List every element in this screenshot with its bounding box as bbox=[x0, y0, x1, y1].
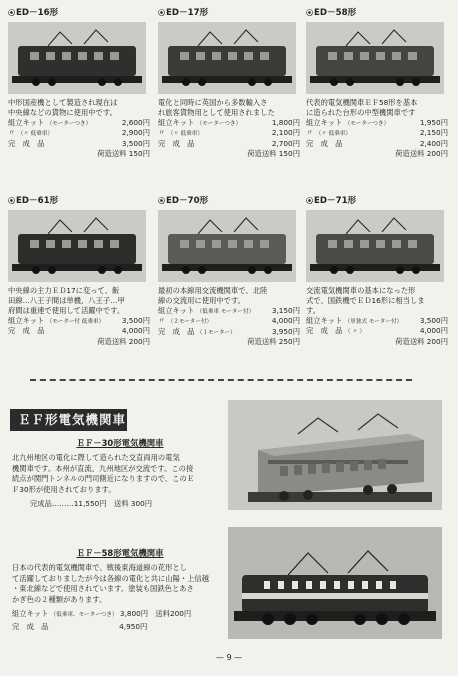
price-value: 2,100円 bbox=[271, 128, 300, 138]
price-label: 〃 bbox=[158, 128, 166, 138]
price-row-label bbox=[8, 326, 106, 337]
price-row-label bbox=[306, 326, 404, 337]
ef30-description-line: 北九州地区の電化に際して造られた交直両用の電気 bbox=[12, 453, 180, 463]
loco-description bbox=[306, 98, 448, 118]
price-label: 組立キット bbox=[8, 315, 45, 325]
loco-title-text: ED－61形 bbox=[16, 196, 59, 206]
price-row bbox=[8, 316, 150, 327]
price-label: 組立キット bbox=[8, 117, 45, 127]
ef58-block bbox=[12, 547, 228, 633]
ef30-title: ＥＦ－30形電気機関車 bbox=[76, 438, 164, 448]
ef30-photo bbox=[228, 400, 442, 510]
loco-card-ed71 bbox=[306, 196, 448, 346]
ef58-photo bbox=[228, 527, 442, 639]
loco-description-line: に造られた台形の中型機関車です bbox=[306, 107, 416, 117]
price-row-label bbox=[306, 118, 404, 129]
loco-description bbox=[8, 98, 150, 118]
loco-description-line: 府間は重連で使用して活躍中です。 bbox=[8, 305, 125, 315]
ef58-complete-label: 完 成 品 bbox=[12, 622, 49, 632]
ef30-block bbox=[12, 437, 228, 509]
loco-photo bbox=[306, 210, 444, 282]
loco-description-line: 田線…八王子間は単機、八王子…甲 bbox=[8, 295, 125, 305]
price-row-label bbox=[158, 118, 256, 129]
page-number: — 9 — bbox=[215, 653, 243, 662]
price-row bbox=[8, 128, 150, 139]
loco-photo bbox=[8, 210, 146, 282]
loco-title-text: ED－17形 bbox=[166, 8, 209, 18]
price-row bbox=[158, 118, 300, 129]
loco-title bbox=[158, 196, 300, 208]
price-value: 2,700円 bbox=[271, 138, 300, 148]
price-label: 〃 bbox=[158, 316, 166, 326]
ef30-description-line: 機関車です。本州が直流、九州地区が交流です。この接 bbox=[12, 463, 194, 473]
bullet-icon: ⦿ bbox=[306, 9, 313, 17]
price-label: 組立キット bbox=[306, 117, 343, 127]
ef58-complete-value: 4,950円 bbox=[119, 622, 148, 632]
price-value: 3,150円 bbox=[271, 305, 300, 315]
price-label: 完 成 品 bbox=[8, 138, 45, 148]
bullet-icon: ⦿ bbox=[158, 9, 165, 17]
loco-photo bbox=[306, 22, 444, 94]
price-note: （〃 低乗車） bbox=[167, 131, 203, 138]
bullet-icon: ⦿ bbox=[8, 197, 15, 205]
loco-description-line: 式で、国鉄機でＥＤ16形に相当しま bbox=[306, 295, 425, 305]
loco-description-line: 電化と同時に英国から多数輸入さ bbox=[158, 98, 268, 107]
ef58-kit-price bbox=[12, 609, 228, 620]
price-label: 完 成 品 bbox=[306, 138, 343, 148]
price-label: 〃 bbox=[8, 128, 16, 138]
loco-description-line: す。 bbox=[306, 305, 321, 315]
loco-description-line: 最初の本線用交流機関車で、北陸 bbox=[158, 286, 268, 295]
price-note: （モーターつき） bbox=[46, 120, 92, 127]
shipping-fee: 荷造送料 200円 bbox=[395, 149, 448, 159]
price-value: 2,150円 bbox=[419, 128, 448, 138]
price-row bbox=[306, 139, 448, 150]
price-row bbox=[158, 316, 300, 327]
price-row-label bbox=[158, 139, 256, 150]
ef58-description-line: て活躍しておりましたが今は各線の電化と共に山陽・上信越 bbox=[12, 573, 210, 583]
price-label: 〃 bbox=[306, 128, 314, 138]
ef58-complete-price bbox=[12, 622, 228, 633]
loco-title-text: ED－71形 bbox=[314, 196, 357, 206]
ef58-kit-value: 3,800円 送料200円 bbox=[119, 608, 192, 618]
loco-title bbox=[306, 196, 448, 208]
price-row bbox=[306, 316, 448, 327]
loco-description-line: 代表的電気機関車ＥＦ58形を基本 bbox=[306, 98, 418, 107]
bullet-icon: ⦿ bbox=[158, 197, 165, 205]
loco-photo bbox=[158, 210, 296, 282]
price-row-label bbox=[158, 128, 256, 139]
ef30-description-line: 続点が関門トンネルの門司側近になりますので、このＥ bbox=[12, 474, 195, 484]
loco-title bbox=[306, 8, 448, 20]
price-row bbox=[158, 306, 300, 317]
price-value: 1,950円 bbox=[419, 117, 448, 127]
price-note: （単独式 モーター付） bbox=[344, 318, 403, 325]
loco-title-text: ED－58形 bbox=[314, 8, 357, 18]
price-value: 3,500円 bbox=[121, 138, 150, 148]
loco-card-ed16 bbox=[8, 8, 150, 159]
price-label: 完 成 品 bbox=[8, 326, 45, 336]
price-note: （〃 低乗車） bbox=[17, 131, 53, 138]
ef30-price: 完成品………11,550円 送料 300円 bbox=[30, 498, 153, 508]
price-row bbox=[158, 128, 300, 139]
price-row-label bbox=[158, 327, 256, 338]
loco-description bbox=[306, 286, 448, 316]
price-value: 2,600円 bbox=[121, 117, 150, 127]
shipping-fee: 荷造送料 150円 bbox=[247, 149, 300, 159]
loco-card-ed58 bbox=[306, 8, 448, 159]
price-row bbox=[306, 118, 448, 129]
price-row bbox=[8, 118, 150, 129]
price-row-label bbox=[8, 128, 106, 139]
price-row bbox=[8, 326, 150, 337]
price-value: 1,800円 bbox=[271, 117, 300, 127]
section-title: ＥＦ形電気機関車 bbox=[10, 409, 127, 431]
loco-description bbox=[158, 286, 300, 306]
price-value: 2,900円 bbox=[121, 128, 150, 138]
price-value: 2,400円 bbox=[419, 138, 448, 148]
price-value: 4,000円 bbox=[121, 326, 150, 336]
price-row bbox=[306, 326, 448, 337]
loco-card-ed17 bbox=[158, 8, 300, 159]
price-value: 3,500円 bbox=[121, 315, 150, 325]
ef58-description-line: 日本の代表的電気機関車で、戦後東海道線の花形とし bbox=[12, 563, 187, 573]
loco-description-line: 線の交流用に使用中です。 bbox=[158, 295, 245, 305]
dotted-divider bbox=[30, 379, 412, 381]
price-row-label bbox=[8, 118, 106, 129]
ef30-description-line: Ｆ30形が使用されております。 bbox=[12, 484, 116, 494]
shipping-fee: 荷造送料 200円 bbox=[97, 336, 150, 346]
price-row-label bbox=[8, 316, 106, 327]
loco-description-line: 交流電気機関車の基本になった形 bbox=[306, 286, 416, 295]
price-row-label bbox=[8, 139, 106, 150]
ef58-description-line: ・東北線などで使用されています。塗装も国鉄色とあさ bbox=[12, 584, 194, 594]
price-row bbox=[158, 327, 300, 338]
price-label: 組立キット bbox=[158, 117, 195, 127]
loco-photo bbox=[158, 22, 296, 94]
ef58-description-line: かぎ色の２種類があります。 bbox=[12, 594, 107, 604]
loco-title bbox=[8, 196, 150, 208]
shipping-fee: 荷造送料 200円 bbox=[395, 336, 448, 346]
price-row-label bbox=[306, 316, 404, 327]
price-label: 完 成 品 bbox=[306, 326, 343, 336]
price-value: 3,950円 bbox=[271, 326, 300, 336]
price-note: （モーターつき） bbox=[344, 120, 390, 127]
loco-title-text: ED－70形 bbox=[166, 196, 209, 206]
price-label: 組立キット bbox=[158, 305, 195, 315]
price-row-label bbox=[306, 139, 404, 150]
price-note: （〃 低乗車） bbox=[315, 131, 351, 138]
price-note: （低乗車 モーター付） bbox=[196, 308, 255, 315]
price-note: （２モーター付） bbox=[167, 319, 213, 326]
price-row-label bbox=[158, 306, 256, 317]
loco-description bbox=[8, 286, 150, 316]
price-row bbox=[8, 139, 150, 150]
loco-card-ed70 bbox=[158, 196, 300, 347]
loco-title bbox=[8, 8, 150, 20]
loco-photo bbox=[8, 22, 146, 94]
price-row bbox=[158, 139, 300, 150]
loco-description-line: れ旅客貨物用として使用されました bbox=[158, 107, 275, 117]
price-row-label bbox=[306, 128, 404, 139]
ef58-kit-label: 組立キット bbox=[12, 608, 49, 618]
bullet-icon: ⦿ bbox=[306, 197, 313, 205]
price-label: 完 成 品 bbox=[158, 326, 195, 336]
ef58-title: ＥＦ－58形電気機関車 bbox=[76, 548, 164, 558]
price-note: （モーター付 低乗車） bbox=[46, 318, 105, 325]
price-row bbox=[306, 128, 448, 139]
loco-card-ed61 bbox=[8, 196, 150, 346]
price-value: 4,000円 bbox=[419, 326, 448, 336]
loco-description-line: 中央線などの貨物に使用中です。 bbox=[8, 107, 117, 117]
price-value: 3,500円 bbox=[419, 315, 448, 325]
price-note: （１モーター） bbox=[196, 329, 236, 336]
shipping-fee: 荷造送料 250円 bbox=[247, 337, 300, 347]
loco-description bbox=[158, 98, 300, 118]
loco-title bbox=[158, 8, 300, 20]
shipping-fee: 荷造送料 150円 bbox=[97, 149, 150, 159]
ef58-kit-sub: （低乗車、モーターつき） bbox=[50, 611, 118, 618]
loco-title-text: ED－16形 bbox=[16, 8, 59, 18]
price-note: （モーターつき） bbox=[196, 120, 242, 127]
price-value: 4,000円 bbox=[271, 316, 300, 326]
loco-description-line: 中央線の主力ＥＤ17に変って、飯 bbox=[8, 286, 120, 295]
price-row-label bbox=[158, 316, 256, 327]
price-note: （ 〃 ） bbox=[344, 329, 366, 336]
price-label: 組立キット bbox=[306, 315, 343, 325]
bullet-icon: ⦿ bbox=[8, 9, 15, 17]
price-label: 完 成 品 bbox=[158, 138, 195, 148]
loco-description-line: 中形国産機として製造され現在は bbox=[8, 98, 118, 107]
